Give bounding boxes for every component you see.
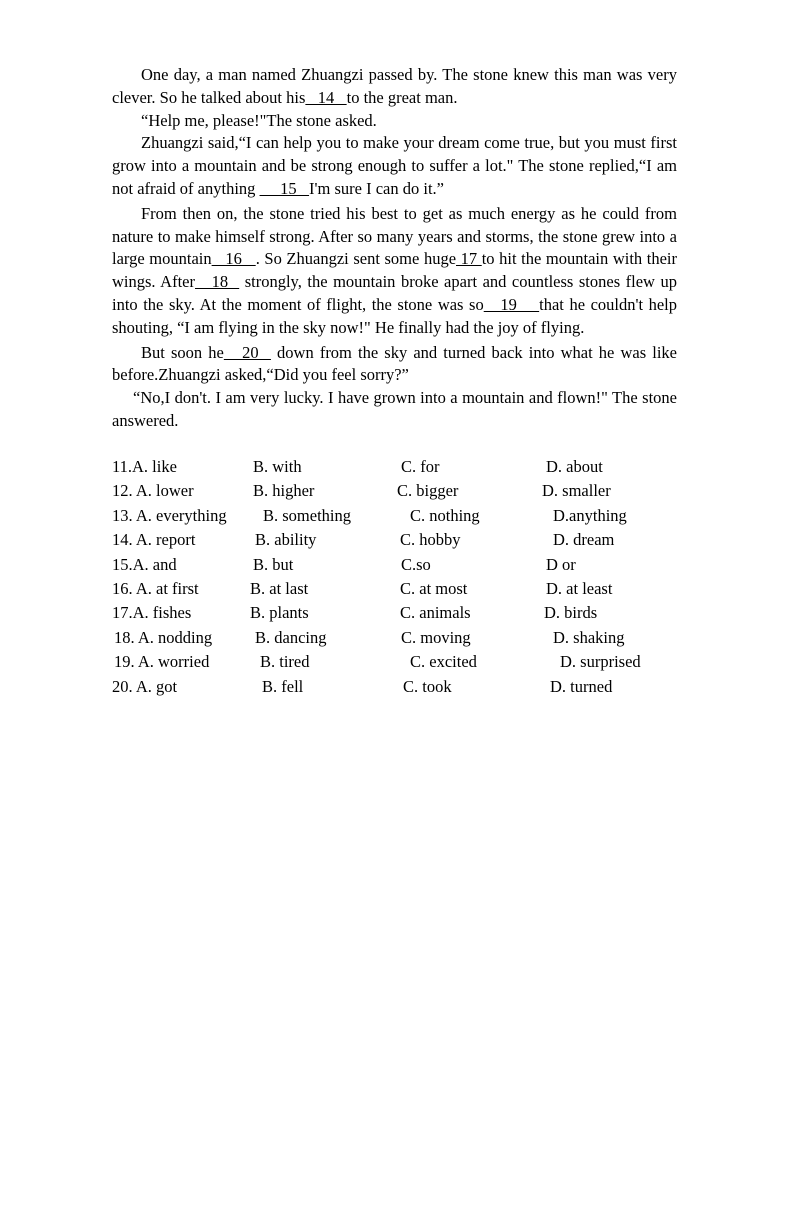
- option-16-b: B. at last: [250, 578, 309, 598]
- option-13-c: C. nothing: [410, 505, 480, 525]
- option-20-b: B. fell: [262, 676, 304, 696]
- paragraph-1-text-a: One day, a man named Zhuangzi passed by. The stone knew this man was very clever. So he talked about his: [112, 65, 677, 107]
- blank-16: 16: [211, 249, 256, 269]
- option-13-a: 13. A. everything: [112, 505, 227, 525]
- option-row-12: [112, 480, 712, 504]
- paragraph-4-text-e: that he couldn't help shouting, “I am flying in the sky now!" He finally had the joy of flying.: [112, 294, 678, 337]
- paragraph-2: “Help me, please!"The stone asked.: [141, 110, 377, 130]
- option-20-c: C. took: [403, 676, 452, 696]
- blank-14: 14: [305, 87, 347, 107]
- blank-18: 18: [195, 272, 240, 292]
- option-19-c: C. excited: [410, 652, 477, 672]
- option-15-a: 15.A. and: [112, 554, 177, 574]
- option-row-13: [112, 505, 712, 529]
- option-13-d: D.anything: [553, 505, 627, 525]
- option-11-a: 11.A. like: [112, 457, 177, 476]
- option-15-d: D or: [546, 554, 576, 574]
- option-18-b: B. dancing: [255, 627, 327, 647]
- option-16-c: C. at most: [400, 578, 468, 598]
- option-11-b: B. with: [253, 457, 302, 476]
- option-19-d: D. surprised: [560, 652, 641, 672]
- paragraph-3-text-b: I'm sure I can do it.”: [309, 178, 444, 198]
- paragraph-5: [112, 342, 677, 388]
- option-17-c: C. animals: [400, 603, 471, 623]
- option-row-15: [112, 554, 712, 578]
- option-17-b: B. plants: [250, 603, 309, 623]
- option-19-a: 19. A. worried: [114, 652, 210, 672]
- option-18-c: C. moving: [401, 627, 471, 647]
- option-18-d: D. shaking: [553, 627, 625, 647]
- blank-20: 20: [223, 342, 271, 362]
- option-11-c: C. for: [401, 457, 440, 476]
- paragraph-4-text-b: . So Zhuangzi sent some huge: [255, 249, 457, 269]
- blank-15: 15: [259, 178, 310, 198]
- blank-19: 19: [483, 294, 540, 314]
- paragraph-5-text-b: down from the sky and turned back into what he was like before.Zhuangzi asked,“Did you feel sorry?”: [112, 342, 677, 385]
- option-19-b: B. tired: [260, 652, 310, 672]
- option-17-d: D. birds: [544, 603, 598, 623]
- option-row-11: [112, 456, 712, 480]
- paragraph-6: “No,I don't. I am very lucky. I have grown into a mountain and flown!" The stone answered.: [112, 388, 677, 430]
- option-row-17: [112, 602, 712, 626]
- paragraph-1: [112, 64, 677, 110]
- option-18-a: 18. A. nodding: [114, 627, 213, 647]
- option-14-c: C. hobby: [400, 530, 461, 550]
- option-12-a: 12. A. lower: [112, 481, 194, 501]
- option-20-d: D. turned: [550, 676, 613, 696]
- answer-options: [112, 456, 712, 700]
- option-14-a: 14. A. report: [112, 530, 196, 550]
- paragraph-1-text-b: to the great man.: [346, 87, 458, 107]
- option-row-14: [112, 529, 712, 553]
- paragraph-3-text-a: Zhuangzi said,“I can help you to make your dream come true, but you must first grow into a mountain and be strong enough to suffer a lot." The stone replied,“I am not afraid of anything: [112, 133, 677, 198]
- paragraph-4-text-a: From then on, the stone tried his best to get as much energy as he could from nature to make himself strong. After so many years and storms, the stone grew into a large mountain: [112, 203, 677, 269]
- option-row-16: [112, 578, 712, 602]
- paragraph-5-text-a: But soon he: [141, 342, 224, 362]
- option-11-d: D. about: [546, 457, 603, 476]
- option-12-b: B. higher: [253, 481, 315, 501]
- option-12-d: D. smaller: [542, 481, 611, 501]
- option-15-c: C.so: [401, 554, 431, 574]
- paragraph-4-text-c: to hit the mountain with their wings. After: [112, 249, 678, 292]
- option-row-18: [112, 627, 712, 651]
- option-14-d: D. dream: [553, 530, 615, 550]
- option-16-d: D. at least: [546, 578, 613, 598]
- option-15-b: B. but: [253, 554, 294, 574]
- paragraph-4: [112, 203, 677, 340]
- blank-17: 17: [456, 249, 482, 269]
- option-20-a: 20. A. got: [112, 676, 178, 696]
- option-row-19: [112, 651, 712, 675]
- option-13-b: B. something: [263, 505, 352, 525]
- option-12-c: C. bigger: [397, 481, 459, 501]
- option-row-20: [112, 676, 712, 700]
- option-17-a: 17.A. fishes: [112, 603, 192, 623]
- paragraph-4-text-d: strongly, the mountain broke apart and countless stones flew up into the sky. At the moment of flight, the stone was so: [112, 272, 678, 314]
- option-16-a: 16. A. at first: [112, 578, 199, 598]
- paragraph-3: [112, 132, 677, 200]
- option-14-b: B. ability: [255, 530, 317, 550]
- reading-passage: [112, 64, 677, 433]
